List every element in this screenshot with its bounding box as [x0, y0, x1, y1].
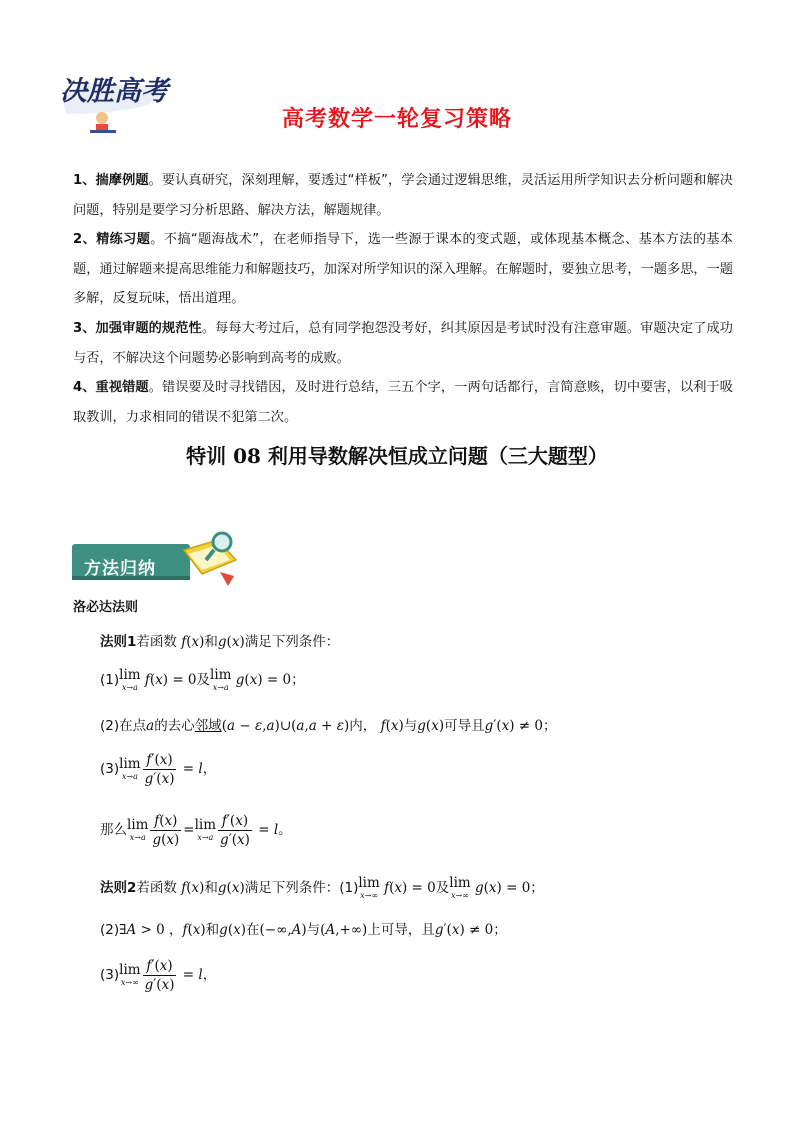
strategy-item: 2、精练习题。不搞“题海战术”，在老师指导下，选一些源于课本的变式题，或体现基本概念、基本方法的基本题，通过解题来提高思维能力和解题技巧，加深对所学知识的深入理解。在解题时，要独立思考，一题多思，一题多解，反复玩味，悟出道理。: [73, 232, 733, 307]
rule2-intro: 法则2若函数 f(x)和g(x)满足下列条件：(1)lim x→∞ f(x) = 0及lim x→∞ g(x) = 0；: [100, 875, 544, 900]
rule2-condition-3: (3)lim x→∞ $\frac{f'(x)}{g'(x)}$ = l，: [100, 958, 217, 993]
book-magnifier-icon: [184, 533, 236, 586]
document-title: 高考数学一轮复习策略: [281, 107, 512, 132]
rule1-condition-1: (1)lim x→a f(x) = 0及lim x→a g(x) = 0；: [100, 667, 305, 692]
section-title: 特训 08 利用导数解决恒成立问题（三大题型）: [186, 444, 608, 468]
badge-label: 方法归纳: [84, 559, 156, 579]
rule2-condition-2: (2)∃A > 0 ，f(x)和g(x)在(−∞,A)与(A,+∞)上可导，且g′(x) ≠ 0；: [100, 922, 507, 938]
rule1-intro: 法则1若函数 f(x)和g(x)满足下列条件：: [100, 634, 340, 650]
strategy-list: [73, 166, 733, 432]
logo-text: 决胜高考: [60, 76, 168, 107]
rule1-conclusion: 那么lim x→a $\frac{f(x)}{g(x)}$ =lim x→a $\frac{f'(x)}{g'(x)}$ = l。: [100, 813, 292, 848]
rule-heading: 洛必达法则: [73, 600, 139, 615]
strategy-item: 1、揣摩例题。要认真研究，深刻理解，要透过“样板”，学会通过逻辑思维，灵活运用所学知识去分析问题和解决问题，特别是要学习分析思路、解决方法，解题规律。: [73, 173, 733, 218]
strategy-item: 4、重视错题。错误要及时寻找错因，及时进行总结，三五个字，一两句话都行，言简意赅，切中要害，以利于吸取教训，力求相同的错误不犯第二次。: [73, 380, 733, 425]
rule1-condition-2: (2)在点a的去心邻域(a − ε,a)∪(a,a + ε)内， f(x)与g(x)可导且g′(x) ≠ 0；: [100, 718, 557, 734]
strategy-item: 3、加强审题的规范性。每每大考过后，总有同学抱怨没考好，纠其原因是考试时没有注意审题。审题决定了成功与否，不解决这个问题势必影响到高考的成败。: [73, 320, 733, 366]
rule1-condition-3: (3)lim x→a $\frac{f'(x)}{g'(x)}$ = l，: [100, 752, 217, 787]
